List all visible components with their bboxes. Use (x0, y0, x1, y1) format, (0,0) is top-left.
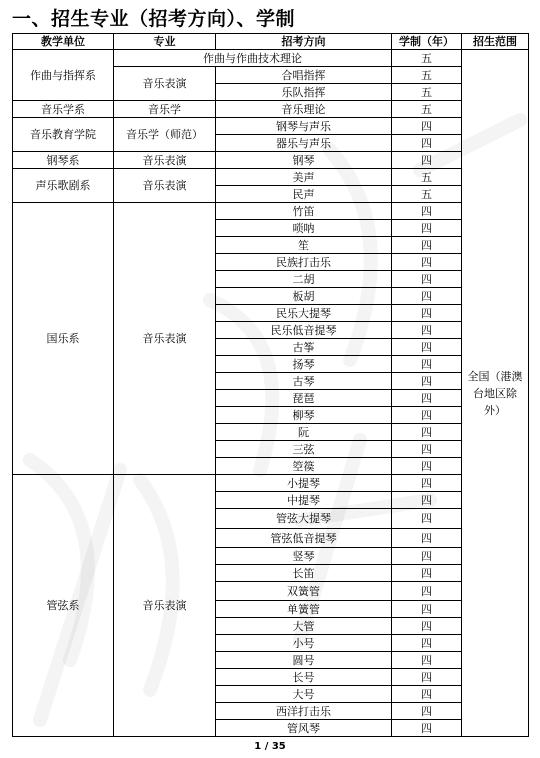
cell-direction: 民族打击乐 (216, 254, 392, 271)
cell-years: 四 (392, 492, 462, 509)
cell-direction: 管弦大提琴 (216, 509, 392, 529)
cell-years: 四 (392, 509, 462, 529)
cell-years: 四 (392, 669, 462, 686)
cell-years: 四 (392, 390, 462, 407)
cell-direction: 柳琴 (216, 407, 392, 424)
cell-years: 五 (392, 169, 462, 186)
cell-years: 四 (392, 271, 462, 288)
cell-direction: 合唱指挥 (216, 67, 392, 84)
cell-years: 五 (392, 50, 462, 67)
cell-direction: 圆号 (216, 652, 392, 669)
cell-unit: 钢琴系 (13, 152, 114, 169)
cell-direction: 大号 (216, 686, 392, 703)
cell-years: 五 (392, 67, 462, 84)
header-direction: 招考方向 (216, 34, 392, 50)
enrollment-table-container (12, 33, 528, 737)
cell-years: 四 (392, 582, 462, 601)
cell-direction: 板胡 (216, 288, 392, 305)
cell-years: 五 (392, 84, 462, 101)
cell-direction: 二胡 (216, 271, 392, 288)
table-row (13, 475, 529, 492)
cell-direction: 管风琴 (216, 720, 392, 737)
cell-major: 音乐表演 (114, 152, 216, 169)
cell-direction: 笙 (216, 237, 392, 254)
page-footer (0, 741, 540, 752)
cell-direction: 长笛 (216, 565, 392, 582)
cell-years: 四 (392, 220, 462, 237)
cell-years: 四 (392, 407, 462, 424)
cell-years: 四 (392, 601, 462, 618)
cell-major: 音乐学 (114, 101, 216, 118)
cell-direction: 双簧管 (216, 582, 392, 601)
cell-years: 四 (392, 237, 462, 254)
cell-years: 四 (392, 339, 462, 356)
cell-direction: 阮 (216, 424, 392, 441)
cell-direction: 中提琴 (216, 492, 392, 509)
cell-direction: 民乐低音提琴 (216, 322, 392, 339)
cell-years: 四 (392, 288, 462, 305)
cell-direction: 小号 (216, 635, 392, 652)
cell-unit: 音乐学系 (13, 101, 114, 118)
cell-years: 四 (392, 475, 462, 492)
table-row (13, 203, 529, 220)
cell-years: 四 (392, 424, 462, 441)
cell-years: 四 (392, 373, 462, 390)
table-row (13, 118, 529, 135)
page-number: 1 / 35 (254, 741, 286, 752)
cell-direction: 西洋打击乐 (216, 703, 392, 720)
section-title: 一、招生专业（招考方向）、学制 (12, 8, 296, 30)
table-row (13, 169, 529, 186)
header-scope: 招生范围 (462, 34, 529, 50)
cell-years: 四 (392, 548, 462, 565)
cell-direction: 竹笛 (216, 203, 392, 220)
cell-direction: 小提琴 (216, 475, 392, 492)
cell-years: 四 (392, 135, 462, 152)
cell-years: 四 (392, 703, 462, 720)
cell-direction: 三弦 (216, 441, 392, 458)
cell-unit: 音乐教育学院 (13, 118, 114, 152)
header-unit: 教学单位 (13, 34, 114, 50)
cell-years: 四 (392, 322, 462, 339)
cell-direction: 民乐大提琴 (216, 305, 392, 322)
cell-direction: 音乐理论 (216, 101, 392, 118)
cell-years: 四 (392, 305, 462, 322)
cell-scope: 全国（港澳台地区除外） (462, 50, 529, 737)
cell-direction: 唢呐 (216, 220, 392, 237)
cell-years: 四 (392, 686, 462, 703)
cell-years: 四 (392, 254, 462, 271)
cell-years: 四 (392, 529, 462, 548)
header-major: 专业 (114, 34, 216, 50)
table-row (13, 101, 529, 118)
cell-years: 四 (392, 118, 462, 135)
cell-direction: 作曲与作曲技术理论 (114, 50, 392, 67)
cell-major: 音乐表演 (114, 67, 216, 101)
cell-direction: 古筝 (216, 339, 392, 356)
cell-direction: 钢琴与声乐 (216, 118, 392, 135)
cell-direction: 扬琴 (216, 356, 392, 373)
cell-years: 五 (392, 186, 462, 203)
cell-years: 五 (392, 101, 462, 118)
table-header-row (13, 34, 529, 50)
cell-major: 音乐表演 (114, 203, 216, 475)
cell-direction: 长号 (216, 669, 392, 686)
cell-years: 四 (392, 203, 462, 220)
cell-years: 四 (392, 652, 462, 669)
cell-direction: 乐队指挥 (216, 84, 392, 101)
cell-direction: 钢琴 (216, 152, 392, 169)
cell-direction: 美声 (216, 169, 392, 186)
cell-direction: 竖琴 (216, 548, 392, 565)
cell-years: 四 (392, 458, 462, 475)
cell-direction: 单簧管 (216, 601, 392, 618)
cell-years: 四 (392, 356, 462, 373)
cell-years: 四 (392, 720, 462, 737)
cell-unit: 管弦系 (13, 475, 114, 737)
cell-direction: 大管 (216, 618, 392, 635)
cell-major: 音乐表演 (114, 475, 216, 737)
cell-major: 音乐表演 (114, 169, 216, 203)
cell-years: 四 (392, 635, 462, 652)
cell-direction: 琵琶 (216, 390, 392, 407)
table-body (13, 50, 529, 737)
cell-years: 四 (392, 565, 462, 582)
cell-years: 四 (392, 618, 462, 635)
cell-years: 四 (392, 152, 462, 169)
cell-direction: 古琴 (216, 373, 392, 390)
cell-years: 四 (392, 441, 462, 458)
cell-unit: 国乐系 (13, 203, 114, 475)
cell-direction: 民声 (216, 186, 392, 203)
table-row (13, 50, 529, 67)
table-row (13, 152, 529, 169)
cell-direction: 箜篌 (216, 458, 392, 475)
cell-direction: 管弦低音提琴 (216, 529, 392, 548)
cell-major: 音乐学（师范） (114, 118, 216, 152)
cell-unit: 声乐歌剧系 (13, 169, 114, 203)
cell-unit: 作曲与指挥系 (13, 50, 114, 101)
header-years: 学制（年） (392, 34, 462, 50)
cell-direction: 器乐与声乐 (216, 135, 392, 152)
enrollment-table (12, 33, 529, 737)
